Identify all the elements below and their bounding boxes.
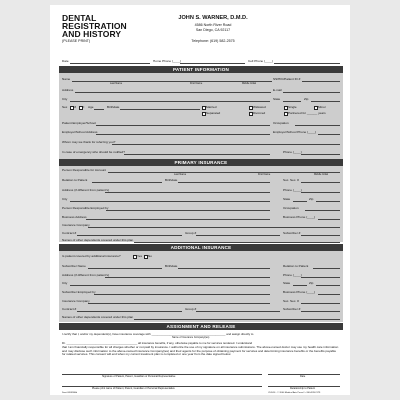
additional-relation-label: Relation to Patient [283, 264, 309, 268]
date-label: Date [62, 59, 69, 63]
emergency-phone-label: Phone (____) [283, 150, 302, 154]
additional-ssn-field[interactable] [301, 303, 340, 304]
additional-subscriber-label: Subscriber # [283, 307, 301, 311]
primary-contract-label: Contract # [62, 231, 77, 235]
primary-subscriber-label: Subscriber # [283, 231, 301, 235]
doctor-address-1: 4586 North River Road [194, 23, 232, 27]
doctor-address-2: San Diego, CA 92117 [195, 28, 231, 32]
patient-middle-initial-caption: Middle Initial [242, 82, 256, 85]
primary-address-label: Address (if different from patient's) [62, 188, 110, 192]
additional-relation-field[interactable] [313, 268, 340, 269]
primary-zip-label: Zip [309, 197, 314, 201]
additional-birthdate-label: Birthdate [165, 264, 178, 268]
emergency-contact-field[interactable] [124, 154, 270, 155]
primary-city-field[interactable] [70, 201, 270, 202]
additional-employed-by-label: Subscriber Employed by [62, 290, 96, 294]
patient-occupation-field[interactable] [295, 125, 340, 126]
patient-email-field[interactable] [283, 92, 340, 93]
patient-city-field[interactable] [70, 101, 270, 102]
patient-city-label: City [62, 97, 68, 101]
primary-occupation-label: Occupation [283, 206, 299, 210]
patient-email-label: E-mail [273, 88, 282, 92]
patient-zip-field[interactable] [311, 101, 340, 102]
form-title-line-3: AND HISTORY [62, 29, 122, 39]
additional-other-dependents-label: Names of other dependents covered under this plan [62, 315, 134, 319]
primary-birthdate-label: Birthdate [165, 178, 178, 182]
primary-insurance-company-field[interactable] [88, 227, 340, 228]
primary-group-label: Group # [185, 231, 197, 235]
primary-business-address-label: Business Address [62, 215, 87, 219]
single-label: Single [288, 105, 297, 109]
separated-label: Separated [206, 111, 221, 115]
primary-group-field[interactable] [196, 235, 280, 236]
patient-birthdate-field[interactable] [120, 109, 200, 110]
additional-group-label: Group # [185, 307, 197, 311]
additional-insurance-company-label: Insurance Company [62, 299, 90, 303]
employer-address-label: Employer/School Address [62, 130, 98, 134]
form-title-line-1: DENTAL [62, 13, 97, 23]
referred-by-label: Whom may we thank for referring you? [62, 140, 116, 144]
primary-employed-by-field[interactable] [106, 210, 270, 211]
additional-address-field[interactable] [105, 277, 270, 278]
patient-zip-label: Zip [304, 97, 309, 101]
primary-state-field[interactable] [293, 201, 307, 202]
additional-subscriber-name-field[interactable] [88, 268, 162, 269]
additional-subscriber-name-label: Subscriber Name [62, 264, 86, 268]
primary-middle-initial-caption: Middle Initial [314, 173, 328, 176]
patient-ssn-label: SS/HIC/Patient ID # [273, 77, 301, 81]
form-title-line-2: REGISTRATION [62, 21, 127, 31]
patient-first-name-caption: First Name [190, 82, 203, 85]
patient-information-panel [59, 73, 343, 159]
assignment-line-2: Dr. ____________________________________________ all insurance benefits, if any, otherwise payable to me for services rendered. I understand [62, 341, 253, 345]
additional-contract-field[interactable] [77, 311, 182, 312]
primary-relation-label: Relation to Patient [62, 178, 88, 182]
primary-insurance-company-label: Insurance Company [62, 223, 90, 227]
primary-business-address-field[interactable] [86, 219, 270, 220]
home-phone-field[interactable] [180, 63, 245, 64]
primary-business-phone-label: Business Phone (____) [283, 215, 316, 219]
patient-age-field[interactable] [94, 109, 104, 110]
additional-state-field[interactable] [293, 285, 307, 286]
footer-copyright: #10516 - © 2004 Medical Arts Press® • 800-328-2179 [268, 391, 321, 394]
additional-ssn-label: Soc. Sec. # [283, 299, 299, 303]
additional-covered-label: Is patient covered by additional insurance? [62, 254, 121, 258]
additional-address-label: Address (if different from patient's) [62, 273, 110, 277]
additional-phone-label: Phone (____) [283, 273, 302, 277]
patient-address-label: Address [62, 88, 74, 92]
patient-address-field[interactable] [75, 92, 271, 93]
additional-zip-field[interactable] [316, 285, 340, 286]
additional-other-dependents-field[interactable] [134, 319, 340, 320]
additional-no-label: No [148, 254, 152, 258]
primary-first-name-caption: First Name [258, 173, 271, 176]
employer-address-field[interactable] [96, 134, 270, 135]
insurance-company-caption: Name of Insurance Company(ies) [172, 336, 210, 339]
primary-state-label: State [283, 197, 291, 201]
patient-occupation-label: Occupation [273, 121, 289, 125]
registration-form [50, 5, 350, 395]
primary-occupation-field[interactable] [305, 210, 340, 211]
primary-contract-field[interactable] [77, 235, 182, 236]
divorced-label: Divorced [253, 111, 266, 115]
employer-phone-field[interactable] [318, 134, 340, 135]
additional-zip-label: Zip [309, 281, 314, 285]
primary-ssn-field[interactable] [301, 182, 340, 183]
sex-m-label: M [73, 105, 77, 109]
primary-other-dependents-label: Names of other dependents covered under this plan [62, 238, 134, 242]
assignment-line-1: I certify that I, and/or my dependent(s), have insurance coverage with ______________________________________________ and assign directly to [62, 332, 254, 336]
additional-state-label: State [283, 281, 291, 285]
patient-birthdate-label: Birthdate [107, 105, 120, 109]
assignment-paragraph: that I am financially responsible for all charges whether or not paid by insurance. I authorize the use of my signature on all insurance submissions. The above-named doctor may use my health care information and may disclose such information to the above-named Insurance Company(ies) and their agents for the purpose of obtaining payment for services and determining insurance benefits or the benefits payable for related services. This consent will end when my current treatment plan is completed or one year from the date signed below. [62, 345, 339, 357]
primary-subscriber-field[interactable] [301, 235, 340, 236]
additional-birthdate-field[interactable] [178, 268, 270, 269]
additional-insurance-company-field[interactable] [88, 303, 270, 304]
widowed-label: Widowed [253, 105, 266, 109]
responsible-person-field[interactable] [108, 172, 340, 173]
primary-birthdate-field[interactable] [178, 182, 270, 183]
patient-name-label: Name [62, 77, 71, 81]
additional-phone-field[interactable] [301, 277, 340, 278]
additional-business-phone-label: Business Phone (____) [283, 290, 316, 294]
patient-state-field[interactable] [283, 101, 301, 102]
minor-label: Minor [318, 105, 326, 109]
primary-zip-field[interactable] [316, 201, 340, 202]
primary-ssn-label: Soc. Sec. # [283, 178, 299, 182]
patient-age-label: Age [88, 105, 94, 109]
primary-other-dependents-field[interactable] [134, 242, 340, 243]
additional-employed-by-field[interactable] [94, 294, 270, 295]
primary-insurance-header: PRIMARY INSURANCE [59, 159, 343, 166]
please-print-note: (PLEASE PRINT) [62, 39, 91, 43]
footer-form-code: Dent 0265908d [62, 391, 77, 394]
emergency-phone-field[interactable] [301, 154, 340, 155]
additional-subscriber-field[interactable] [301, 311, 340, 312]
primary-phone-label: Phone (____) [283, 188, 302, 192]
additional-group-field[interactable] [196, 311, 280, 312]
additional-insurance-header: ADDITIONAL INSURANCE [59, 244, 343, 251]
doctor-name: JOHN S. WARNER, D.M.D. [178, 15, 248, 21]
printed-name-caption: Please print name of Patient, Parent, Guardian or Personal Representative [92, 387, 175, 390]
assignment-release-header: ASSIGNMENT AND RELEASE [59, 323, 343, 330]
patient-employer-label: Patient Employer/School [62, 121, 96, 125]
patient-last-name-caption: Last Name [110, 82, 123, 85]
referred-by-field[interactable] [112, 144, 340, 145]
relationship-caption: Relationship to Patient [290, 387, 316, 390]
cell-phone-label: Cell Phone (____) [248, 59, 273, 63]
primary-insurance-panel [59, 166, 343, 242]
additional-city-label: City [62, 281, 68, 285]
signature-date-caption: Date [300, 375, 306, 378]
doctor-telephone: Telephone: (619) 582-2575 [191, 39, 235, 43]
date-field[interactable] [70, 63, 150, 64]
signature-caption: Signature of Patient, Parent, Guardian or Personal Representative [102, 375, 176, 378]
responsible-person-label: Person Responsible for Account [62, 168, 107, 172]
primary-city-label: City [62, 197, 68, 201]
patient-ssn-field[interactable] [302, 81, 340, 82]
additional-yes-label: Yes [137, 254, 143, 258]
primary-business-phone-field[interactable] [318, 219, 340, 220]
primary-address-field[interactable] [105, 192, 270, 193]
employer-phone-label: Employer/School Phone (____) [273, 130, 316, 134]
patient-sex-label: Sex [62, 105, 68, 109]
primary-employed-by-label: Person Responsible Employed by [62, 206, 109, 210]
patient-information-header: PATIENT INFORMATION [59, 66, 343, 73]
patient-state-label: State [273, 97, 281, 101]
married-label: Married [206, 105, 217, 109]
sex-f-label: F [82, 105, 85, 109]
primary-phone-field[interactable] [301, 192, 340, 193]
additional-city-field[interactable] [70, 285, 270, 286]
home-phone-label: Home Phone (____) [153, 59, 181, 63]
primary-last-name-caption: Last Name [174, 173, 187, 176]
patient-employer-field[interactable] [96, 125, 270, 126]
primary-relation-field[interactable] [92, 182, 162, 183]
additional-contract-label: Contract # [62, 307, 77, 311]
additional-business-phone-field[interactable] [318, 294, 340, 295]
emergency-contact-label: In case of emergency who should be notified? [62, 150, 125, 154]
partnered-label: Partnered for ______ years [288, 111, 326, 115]
cell-phone-field[interactable] [274, 63, 340, 64]
